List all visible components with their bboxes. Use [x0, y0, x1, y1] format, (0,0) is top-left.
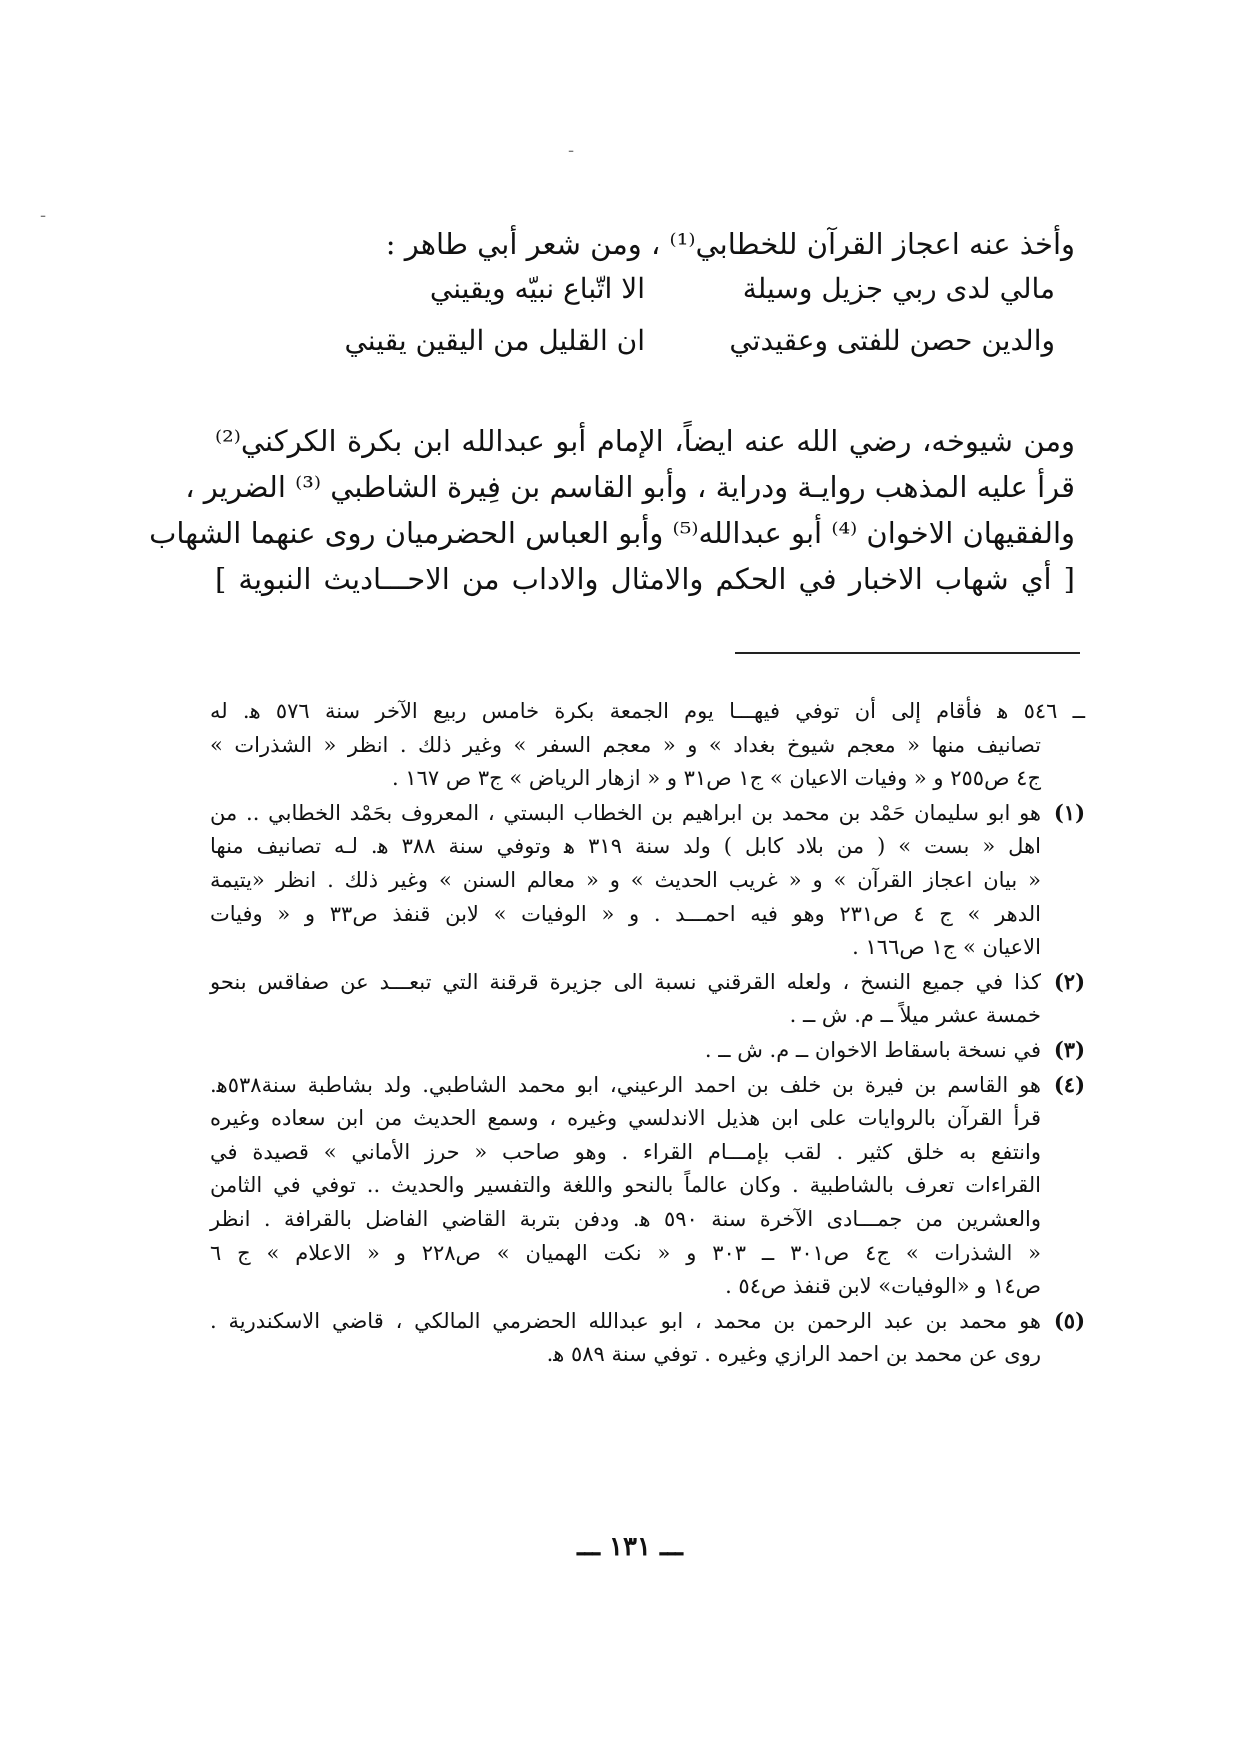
footnote-5	[210, 1304, 1085, 1372]
page-number: ـــ ١٣١ ـــ	[577, 1532, 683, 1562]
footnote-line: ص١٤ و «الوفيات» لابن قنفذ ص٥٤ .	[725, 1274, 1041, 1299]
footnote-line: القراءات تعرف بالشاطبية . وكان عالماً بالنحو واللغة والتفسير والحديث .. توفي في الثامن	[210, 1173, 1041, 1198]
body-line: [ أي شهاب الاخبار في الحكم والامثال والاداب من الاحـــاديث النبوية ]	[215, 562, 1075, 596]
footnote-number: (١)	[1053, 799, 1085, 825]
footnote-line: ج٤ ص٢٥٥ و « وفيات الاعيان » ج١ ص٣١ و « ازهار الرياض » ج٣ ص ١٦٧ .	[391, 766, 1041, 791]
body-line: ومن شيوخه، رضي الله عنه ايضاً، الإمام أبو عبدالله ابن بكرة الكركني⁽²⁾	[215, 424, 1075, 458]
footnote-number: (٣)	[1053, 1036, 1085, 1062]
footnote-4	[210, 1068, 1085, 1304]
footnote-line: ــ ٥٤٦ ﻫ فأقام إلى أن توفي فيهـــا يوم الجمعة بكرة خامس ربيع الآخر سنة ٥٧٦ ﻫ. له	[210, 699, 1085, 723]
body-line: قرأ عليه المذهب روايـة ودراية ، وأبو القاسم بن فِيرة الشاطبي ⁽³⁾ الضرير ،	[185, 470, 1075, 504]
footnote-line: والعشرين من جمـــادى الآخرة سنة ٥٩٠ ﻫ. ودفن بتربة القاضي الفاضل بالقرافة . انظر	[210, 1206, 1041, 1231]
footnote-line: « الشذرات » ج٤ ص٣٠١ ــ ٣٠٣ و « نكت الهميان » ص٢٢٨ و « الاعلام » ج ٦	[210, 1240, 1041, 1265]
footnotes	[210, 695, 1085, 1372]
footnote-line: وانتفع به خلق كثير . لقب بإمـــام القراء . وهو صاحب « حرز الأماني » قصيدة في	[210, 1139, 1041, 1164]
footnote-line: تصانيف منها « معجم شيوخ بغداد » و « معجم السفر » وغير ذلك . انظر « الشذرات »	[210, 732, 1041, 757]
verse-first-hemistich: مالي لدى ربي جزيل وسيلة	[742, 272, 1055, 305]
footnote-line: روى عن محمد بن احمد الرازي وغيره . توفي سنة ٥٨٩ ﻫ.	[546, 1342, 1041, 1367]
footnote-3	[210, 1033, 1085, 1068]
poem	[285, 263, 1055, 367]
footnote-line: هو القاسم بن فيرة بن خلف بن احمد الرعيني، ابو محمد الشاطبي. ولد بشاطبة سنة٥٣٨ﻫ.	[210, 1072, 1041, 1097]
poem-verse	[285, 263, 1055, 315]
footnote-1	[210, 796, 1085, 965]
footnote-line: قرأ القرآن بالروايات على ابن هذيل الاندلسي وغيره ، وسمع الحديث من ابن سعاده وغيره	[210, 1106, 1041, 1131]
footnote-separator	[735, 652, 1080, 654]
footnote-2	[210, 965, 1085, 1033]
footnote-line: الدهر » ج ٤ ص٢٣١ وهو فيه احمـــد . و « الوفيات » لابن قنفذ ص٣٣ و « وفيات	[210, 901, 1041, 926]
footnote-continuation	[210, 695, 1085, 796]
body-paragraph	[149, 418, 1075, 602]
verse-second-hemistich: ان القليل من اليقين يقيني	[344, 324, 645, 357]
verse-second-hemistich: الا اتّباع نبيّه ويقيني	[429, 272, 645, 305]
body-line: والفقيهان الاخوان ⁽⁴⁾ أبو عبدالله⁽⁵⁾ وأبو العباس الحضرميان روى عنهما الشهاب	[149, 516, 1075, 550]
footnote-line: الاعيان » ج١ ص١٦٦ .	[852, 935, 1041, 960]
poem-verse	[285, 315, 1055, 367]
footnote-line: خمسة عشر ميلاً ــ م. ش ــ .	[789, 1003, 1041, 1028]
footnote-line: هو ابو سليمان حَمْد بن محمد بن ابراهيم بن الخطاب البستي ، المعروف بحَمْد الخطابي .. من	[210, 800, 1041, 825]
footnote-number: (٤)	[1053, 1071, 1085, 1097]
scan-speck: -	[40, 205, 47, 226]
footnote-line: اهل « بست » ( من بلاد كابل ) ولد سنة ٣١٩ ﻫ وتوفي سنة ٣٨٨ ﻫ. لـه تصانيف منها	[210, 834, 1041, 859]
footnote-number: (٢)	[1053, 968, 1085, 994]
footnote-line: هو محمد بن عبد الرحمن بن محمد ، ابو عبدالله الحضرمي المالكي ، قاضي الاسكندرية .	[210, 1308, 1041, 1333]
scan-speck: -	[568, 140, 575, 161]
intro-line: وأخذ عنه اعجاز القرآن للخطابي⁽¹⁾ ، ومن شعر أبي طاهر :	[385, 227, 1075, 261]
footnote-number: (٥)	[1053, 1307, 1085, 1333]
footnote-line: كذا في جميع النسخ ، ولعله القرقني نسبة الى جزيرة قرقنة التي تبعـــد عن صفاقس بنحو	[210, 969, 1041, 994]
verse-first-hemistich: والدين حصن للفتى وعقيدتي	[729, 324, 1055, 357]
footnote-line: « بيان اعجاز القرآن » و « غريب الحديث » و « معالم السنن » وغير ذلك . انظر «يتيمة	[210, 867, 1041, 892]
footnote-line: في نسخة باسقاط الاخوان ــ م. ش ــ .	[704, 1037, 1041, 1062]
